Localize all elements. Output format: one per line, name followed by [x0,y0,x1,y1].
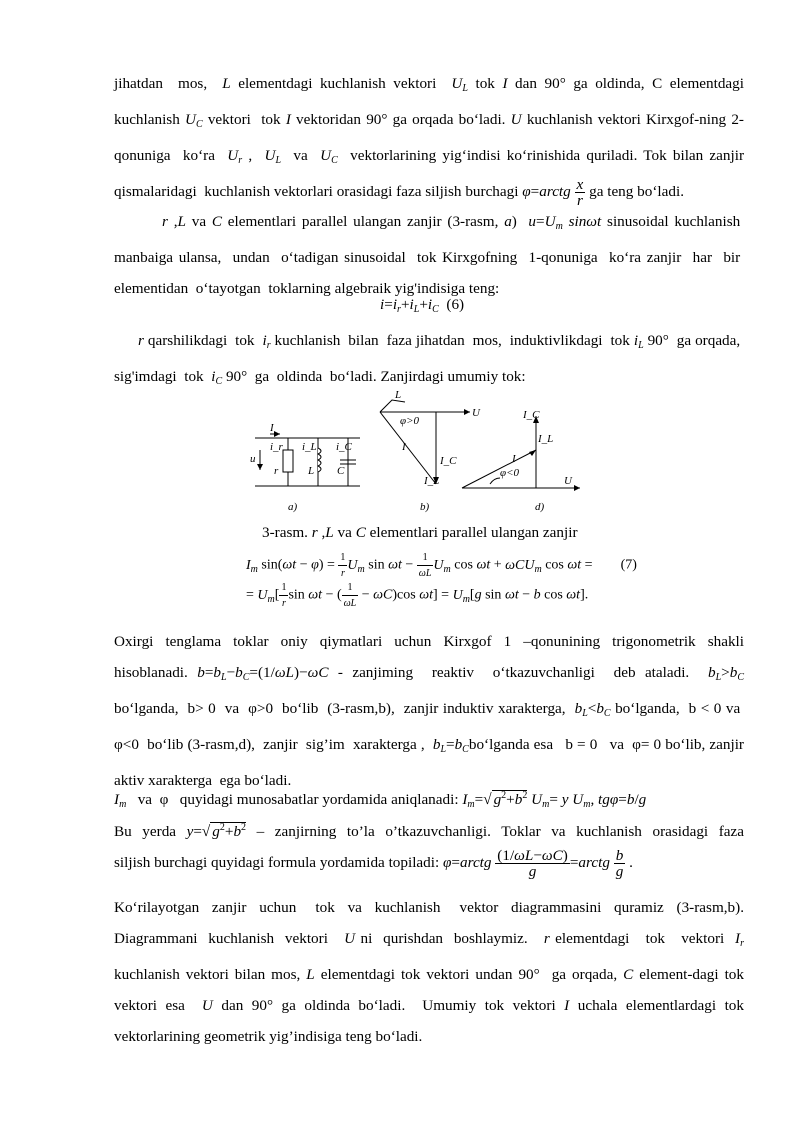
paragraph-4: Oxirgi tenglama toklar oniy qiymatlari uchun Kirxgof 1 –qonunining trigonometrik shakli hisoblanadi. $b=b_L-b_C=(1/\omega L)-\omega C$ - zanjiming reaktiv o‘tkazuvchanligi deb ataladi. $b_L>b_C$ bo‘lganda, b> 0 va φ>0 bo‘lib (3-rasm,b), zanjir induktiv xarakterga, $b_L<b_C$ bo‘lganda, b < 0 va φ<0 bo‘lib (3-rasm,d), zanjir sig’im xarakterga , $b_L=b_Cbo‘lganda$ esa b = 0 va φ= 0 bo‘lib, zanjir aktiv xarakterga ega bo‘ladi. [114,633,744,789]
paragraph-5: $I_m$ va φ quyidagi munosabatlar yordamida aniqlanadi: $I_m=√$ $g^2+b^2$ $U_m= y$ $U_m$, tgφ=b/g [114,790,647,811]
fig-d-label-phi: φ<0 [500,467,520,479]
equation-7: $I_m$ sin(ωt − φ) = $\frac{1}{r}$ $U_m$ sin ωt − $\frac{1}{\omega L}$ $U_m$ cos ωt + ωCU$_m$ cos ωt = (7) [246,552,637,579]
fig-label-I: I [270,422,274,434]
fig-label-ir: i_r [270,441,283,453]
paragraph-1 [114,68,744,208]
fig-b-label-phi: φ>0 [400,415,420,427]
paragraph-6: Bu yerda y=√ $g^2+b^2$ – zanjirning to’la o’tkazuvchanligi. Toklar va kuchlanish orasidagi faza siljish burchagi quyidagi formula yordamida topiladi: φ=arctg $\frac{(1/\omega L-\omega C)}{g}$ =arctg $\frac{b}{g}$ . [114,822,745,881]
fig-b-label-U: U [472,407,480,419]
figure-3 [240,388,600,518]
fig-label-u: u [250,453,256,465]
fig-label-L: L [308,465,315,477]
fig-d-label-IL: I_L [538,433,554,445]
paragraph-3: r qarshilikdagi tok $i_r$ kuchlanish bilan faza jihatdan mos, induktivlikdagi tok $i_L$ 90° ga orqada, sig'imdagi tok $i_C$ 90° ga oldinda bo‘ladi. Zanjirdagi umumiy tok: [114,332,744,387]
fig-d-label-IC: I_C [523,409,540,421]
fig-label-a: a) [288,501,298,513]
paragraph-7: Ko‘rilayotgan zanjir uchun tok va kuchlanish vektor diagrammasini quramiz (3-rasm,b). Diagrammani kuchlanish vektori U ni qurishdan boshlaymiz. r elementdagi tok vektori $I_r$ kuchlanish vektori bilan mos, L elementdagi tok vektori undan 90° ga orqada, C element-dagi tok vektori esa U dan 90° ga oldinda bo‘ladi. Umumiy tok vektori I uchala elementlardagi tok vektorlarining geometrik yig’indisiga teng bo‘ladi. [114,899,745,1045]
paragraph-2: r ,L va C elementlari parallel ulangan zanjir (3-rasm, a) $u=U_m$ sinωt sinusoidal kuchlanish manbaiga ulansa, undan o‘tadigan sinusoidal tok Kirxgofning 1-qonuniga ko‘ra zanjir har bir elementidan o‘tayotgan toklarning algebraik yig'indisiga teng: [114,213,745,297]
fig-label-iC: i_C [336,441,352,453]
para1-part-a: jihatdan mos, L elementdagi kuchlanish vektori $U_L$ tok I dan 90° ga oldinda, C elementdagi kuchlanish $U_C$ vektori tok I vektoridan 90° ga orqada bo‘ladi. U kuchlanish vektori Kirxgof-ning 2-qonuniga ko‘ra $U_r$ , $U_L$ va $U_C$ vektorlarining yig‘indisi ko‘rinishida quriladi. Tok bilan zanjir qismalaridagi kuchlanish vektorlari orasidagi faza siljish burchagi φ=arctg $\frac{x}{r}$ ga teng bo‘ladi. [114,75,744,210]
fig-label-r: r [274,465,279,477]
fig-b-label-IL: I_L [424,475,440,487]
inductor-symbol [318,448,321,472]
figure-caption: 3-rasm. r ,L va C elementlari parallel ulangan zanjir [262,524,578,541]
fig-label-d: d) [535,501,545,513]
fig-d-label-I: I [512,453,516,465]
equation-7b: = $U_m$[ $\frac{1}{r}$ sin ωt − ( $\frac{1}{\omega L}$ − ωC)cos $\omega t] = U_m[g$ sin ωt − b cos ωt]. [246,582,589,609]
fig-b-label-IC: I_C [440,455,457,467]
fig-b-label-L: L [395,389,402,401]
fig-label-iL: i_L [302,441,317,453]
fig-b-label-I: I [402,441,406,453]
fig-label-b: b) [420,501,430,513]
fig-d-label-U: U [564,475,572,487]
equation-6: $i=i_r+i_L+i_C$ (6) [380,296,465,315]
resistor-symbol [283,450,293,472]
fig-label-C: C [337,465,345,477]
